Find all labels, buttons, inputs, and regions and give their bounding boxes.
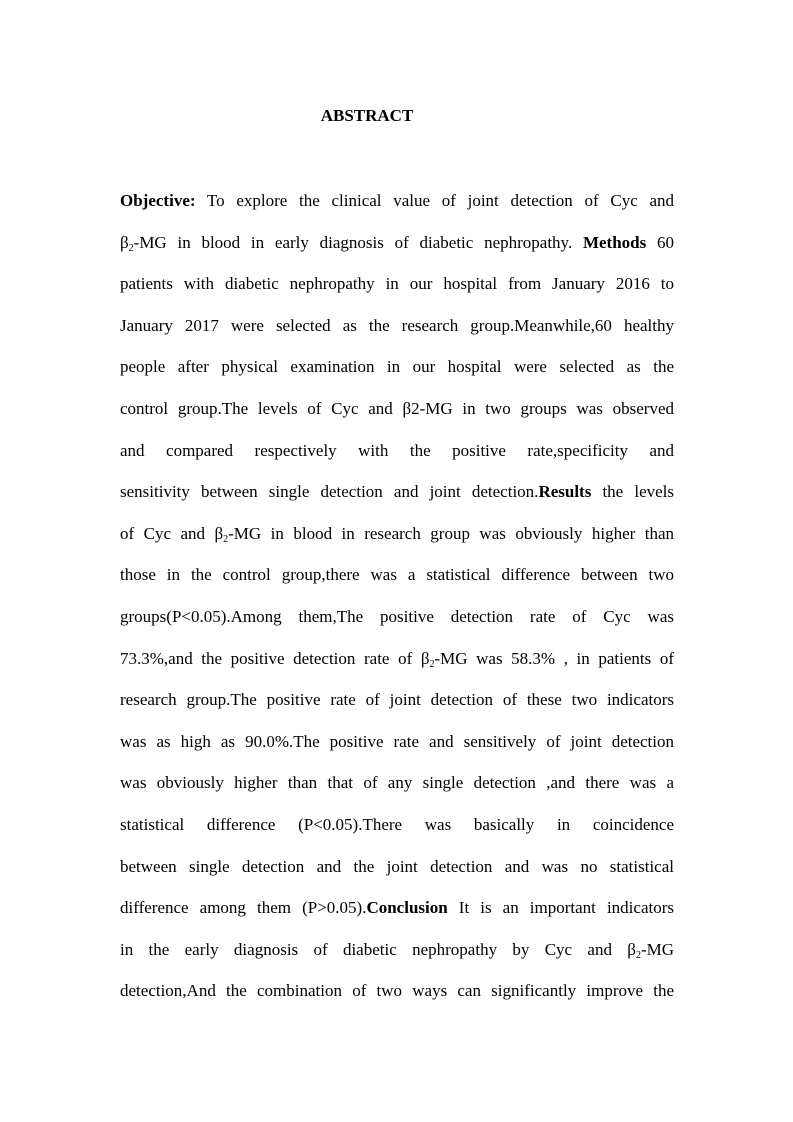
- text-line: Objective: To explore the clinical value of joint detection of Cyc and: [120, 191, 674, 210]
- text-line: $\beta_2-MG$ in blood in early diagnosis of diabetic nephropathy. Methods 60: [120, 232, 675, 254]
- text-line: research group.The positive rate of joint detection of these two indicators: [120, 690, 674, 710]
- abstract-body: [120, 180, 674, 1012]
- text-line: of Cyc and $\beta_2-MG$ in blood in research group was obviously higher than: [120, 523, 675, 545]
- text-line: in the early diagnosis of diabetic nephropathy by Cyc and $\beta_2-MG$: [120, 939, 674, 961]
- text-line: detection,And the combination of two ways can significantly improve the: [120, 981, 674, 1001]
- text-line: was obviously higher than that of any single detection ,and there was a: [120, 773, 674, 793]
- text-line: people after physical examination in our hospital were selected as the: [120, 357, 674, 377]
- abstract-title: ABSTRACT: [320, 106, 414, 125]
- text-line: January 2017 were selected as the research group.Meanwhile,60 healthy: [120, 315, 674, 335]
- text-line: those in the control group,there was a statistical difference between two: [120, 565, 674, 585]
- text-line: patients with diabetic nephropathy in our hospital from January 2016 to: [120, 274, 674, 294]
- methods-label: Methods: [582, 232, 647, 252]
- text-line: was as high as 90.0%.The positive rate and sensitively of joint detection: [120, 731, 674, 751]
- text-line: groups(P<0.05).Among them,The positive detection rate of Cyc was: [120, 606, 674, 626]
- text-line: control group.The levels of Cyc and β2-MG in two groups was observed: [120, 398, 674, 418]
- text-line: between single detection and the joint detection and was no statistical: [120, 856, 674, 876]
- results-label: Results: [538, 482, 592, 502]
- text-line: statistical difference (P<0.05).There was basically in coincidence: [120, 814, 674, 834]
- text-line: 73.3%,and the positive detection rate of $\beta_2-MG$ was 58.3% , in patients of: [120, 648, 674, 670]
- objective-label: Objective:: [120, 191, 196, 210]
- text-line: difference among them (P>0.05).Conclusion It is an important indicators: [120, 898, 674, 918]
- conclusion-label: Conclusion: [366, 898, 448, 918]
- text-line: sensitivity between single detection and joint detection.Results the levels: [120, 482, 675, 502]
- text-line: and compared respectively with the positive rate,specificity and: [120, 440, 674, 460]
